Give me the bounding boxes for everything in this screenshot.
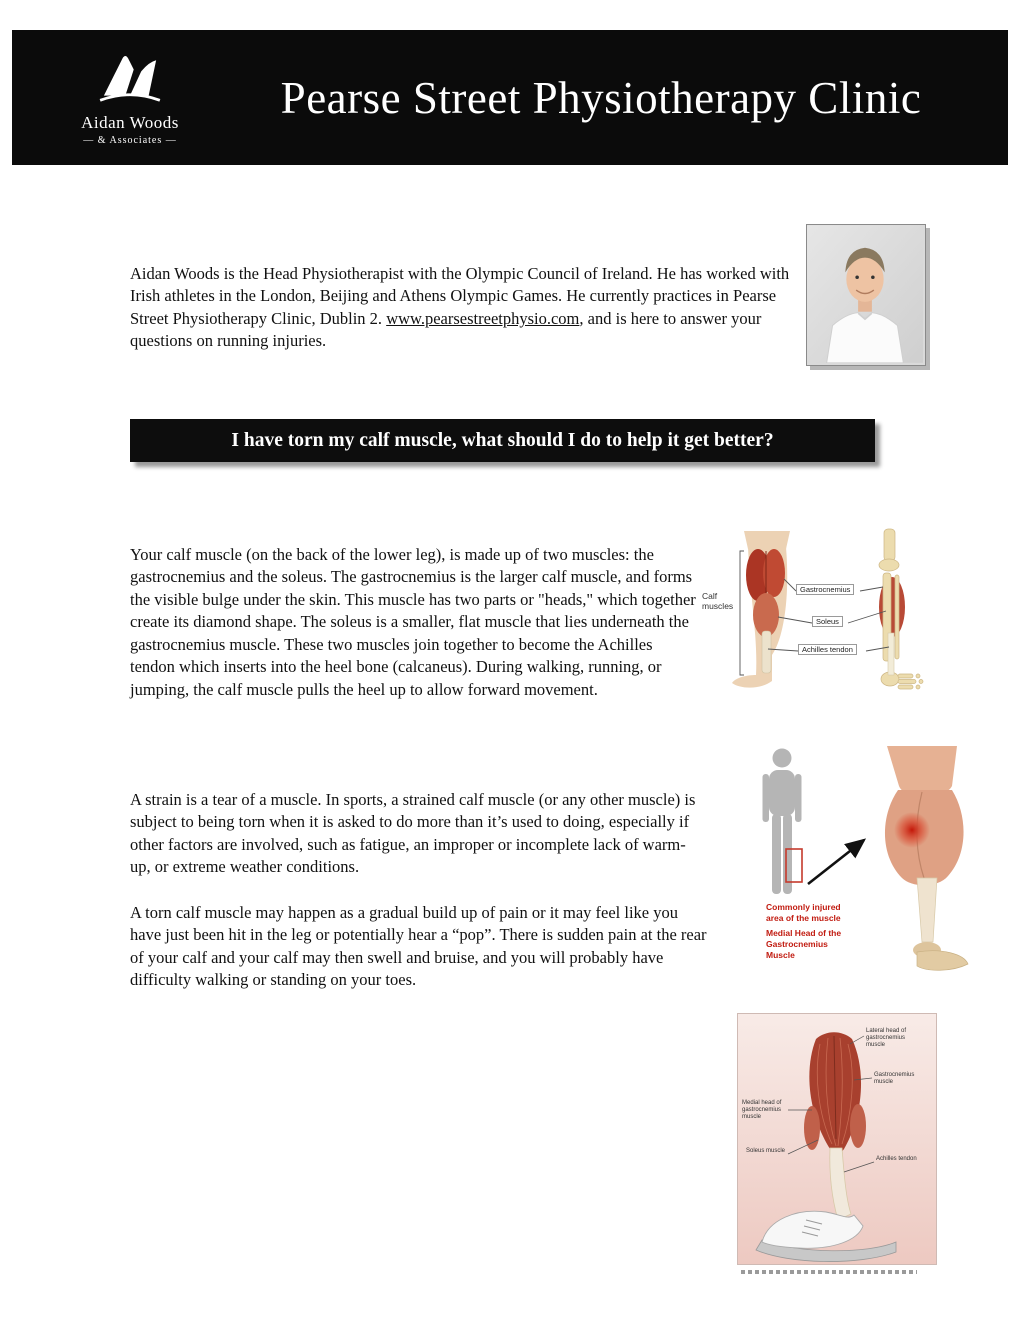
calf-drawing-figure bbox=[737, 1013, 937, 1277]
question-banner: I have torn my calf muscle, what should I do to help it get better? bbox=[130, 419, 875, 462]
calf-anatomy-figure bbox=[700, 527, 958, 705]
anatomy-paragraph: Your calf muscle (on the back of the lower leg), is made up of two muscles: the gastrocnemius and the soleus. The gastrocnemius is the larger calf muscle, and forms the visible bulge under the skin. This muscle has two parts or "heads," which together create its diamond shape. The soleus is a smaller, flat muscle that lies underneath the gastrocnemius muscle. These two muscles join together to become the Achilles tendon which inserts into the heel bone (calcaneus). During walking, running, or jumping, the calf muscle pulls the heel up to allow forward movement. bbox=[130, 544, 696, 700]
pointer-arrow bbox=[808, 840, 864, 884]
figure-label-achilles-tendon-drawing: Achilles tendon bbox=[876, 1156, 917, 1162]
figure-label-lateral-head: Lateral head of gastrocnemius muscle bbox=[866, 1028, 907, 1049]
figure-label-medial-head: Medial head of gastrocnemius muscle bbox=[742, 1100, 782, 1121]
figure-label-calf-muscles: Calf muscles bbox=[702, 591, 734, 612]
injury-caption bbox=[766, 902, 848, 965]
intro-text-before: Aidan Woods is the Head Physiotherapist with the Olympic Council of Ireland. He has worked with Irish athletes in the London, Beijing and Athens Olympic Games. He currently practices in Pearse Street Physiotherapy Clinic, Dublin 2. bbox=[130, 263, 790, 328]
figure-label-gastrocnemius-muscle: Gastrocnemius muscle bbox=[874, 1072, 915, 1086]
figure-label-gastrocnemius: Gastrocnemius bbox=[796, 584, 854, 595]
mountain-logo-icon bbox=[94, 49, 166, 110]
body-silhouette bbox=[763, 749, 802, 895]
figure-caption-placeholder bbox=[741, 1270, 917, 1274]
calf-muscle-closeup bbox=[885, 746, 968, 970]
figure-label-soleus: Soleus bbox=[812, 616, 843, 627]
header bbox=[12, 30, 1008, 165]
injury-caption-line1: Commonly injured area of the muscle bbox=[766, 902, 841, 923]
injury-location-figure bbox=[752, 744, 987, 992]
figure-label-soleus-muscle: Soleus muscle bbox=[746, 1148, 786, 1154]
logo-subtitle: — & Associates — bbox=[83, 135, 177, 146]
injury-caption-line2: Medial Head of the Gastrocnemius Muscle bbox=[766, 928, 842, 960]
strain-paragraph: A strain is a tear of a muscle. In sports, a strained calf muscle (or any other muscle) is subject to being torn when it is asked to do more than it’s used to doing, especially if other factors are involved, such as fatigue, an improper or incomplete lack of warm-up, or extreme weather conditions. bbox=[130, 789, 696, 877]
clinic-logo bbox=[12, 49, 220, 146]
portrait-illustration bbox=[807, 225, 923, 363]
portrait-photo bbox=[806, 224, 926, 366]
website-link[interactable]: www.pearsestreetphysio.com bbox=[386, 308, 580, 328]
figure-label-achilles-tendon: Achilles tendon bbox=[798, 644, 857, 655]
intro-text-after: , and is here to answer your questions on running injuries. bbox=[130, 308, 762, 351]
logo-name: Aidan Woods bbox=[81, 113, 179, 132]
intro-paragraph bbox=[130, 263, 792, 353]
calf-drawing-illustration bbox=[738, 1014, 936, 1264]
torn-paragraph: A torn calf muscle may happen as a gradual build up of pain or it may feel like you have just been hit in the leg or potentially hear a “pop”. There is sudden pain at the rear of your calf and your calf may then swell and bruise, and you will probably have difficulty walking or standing on your toes. bbox=[130, 902, 707, 990]
page-title: Pearse Street Physiotherapy Clinic bbox=[280, 72, 922, 123]
